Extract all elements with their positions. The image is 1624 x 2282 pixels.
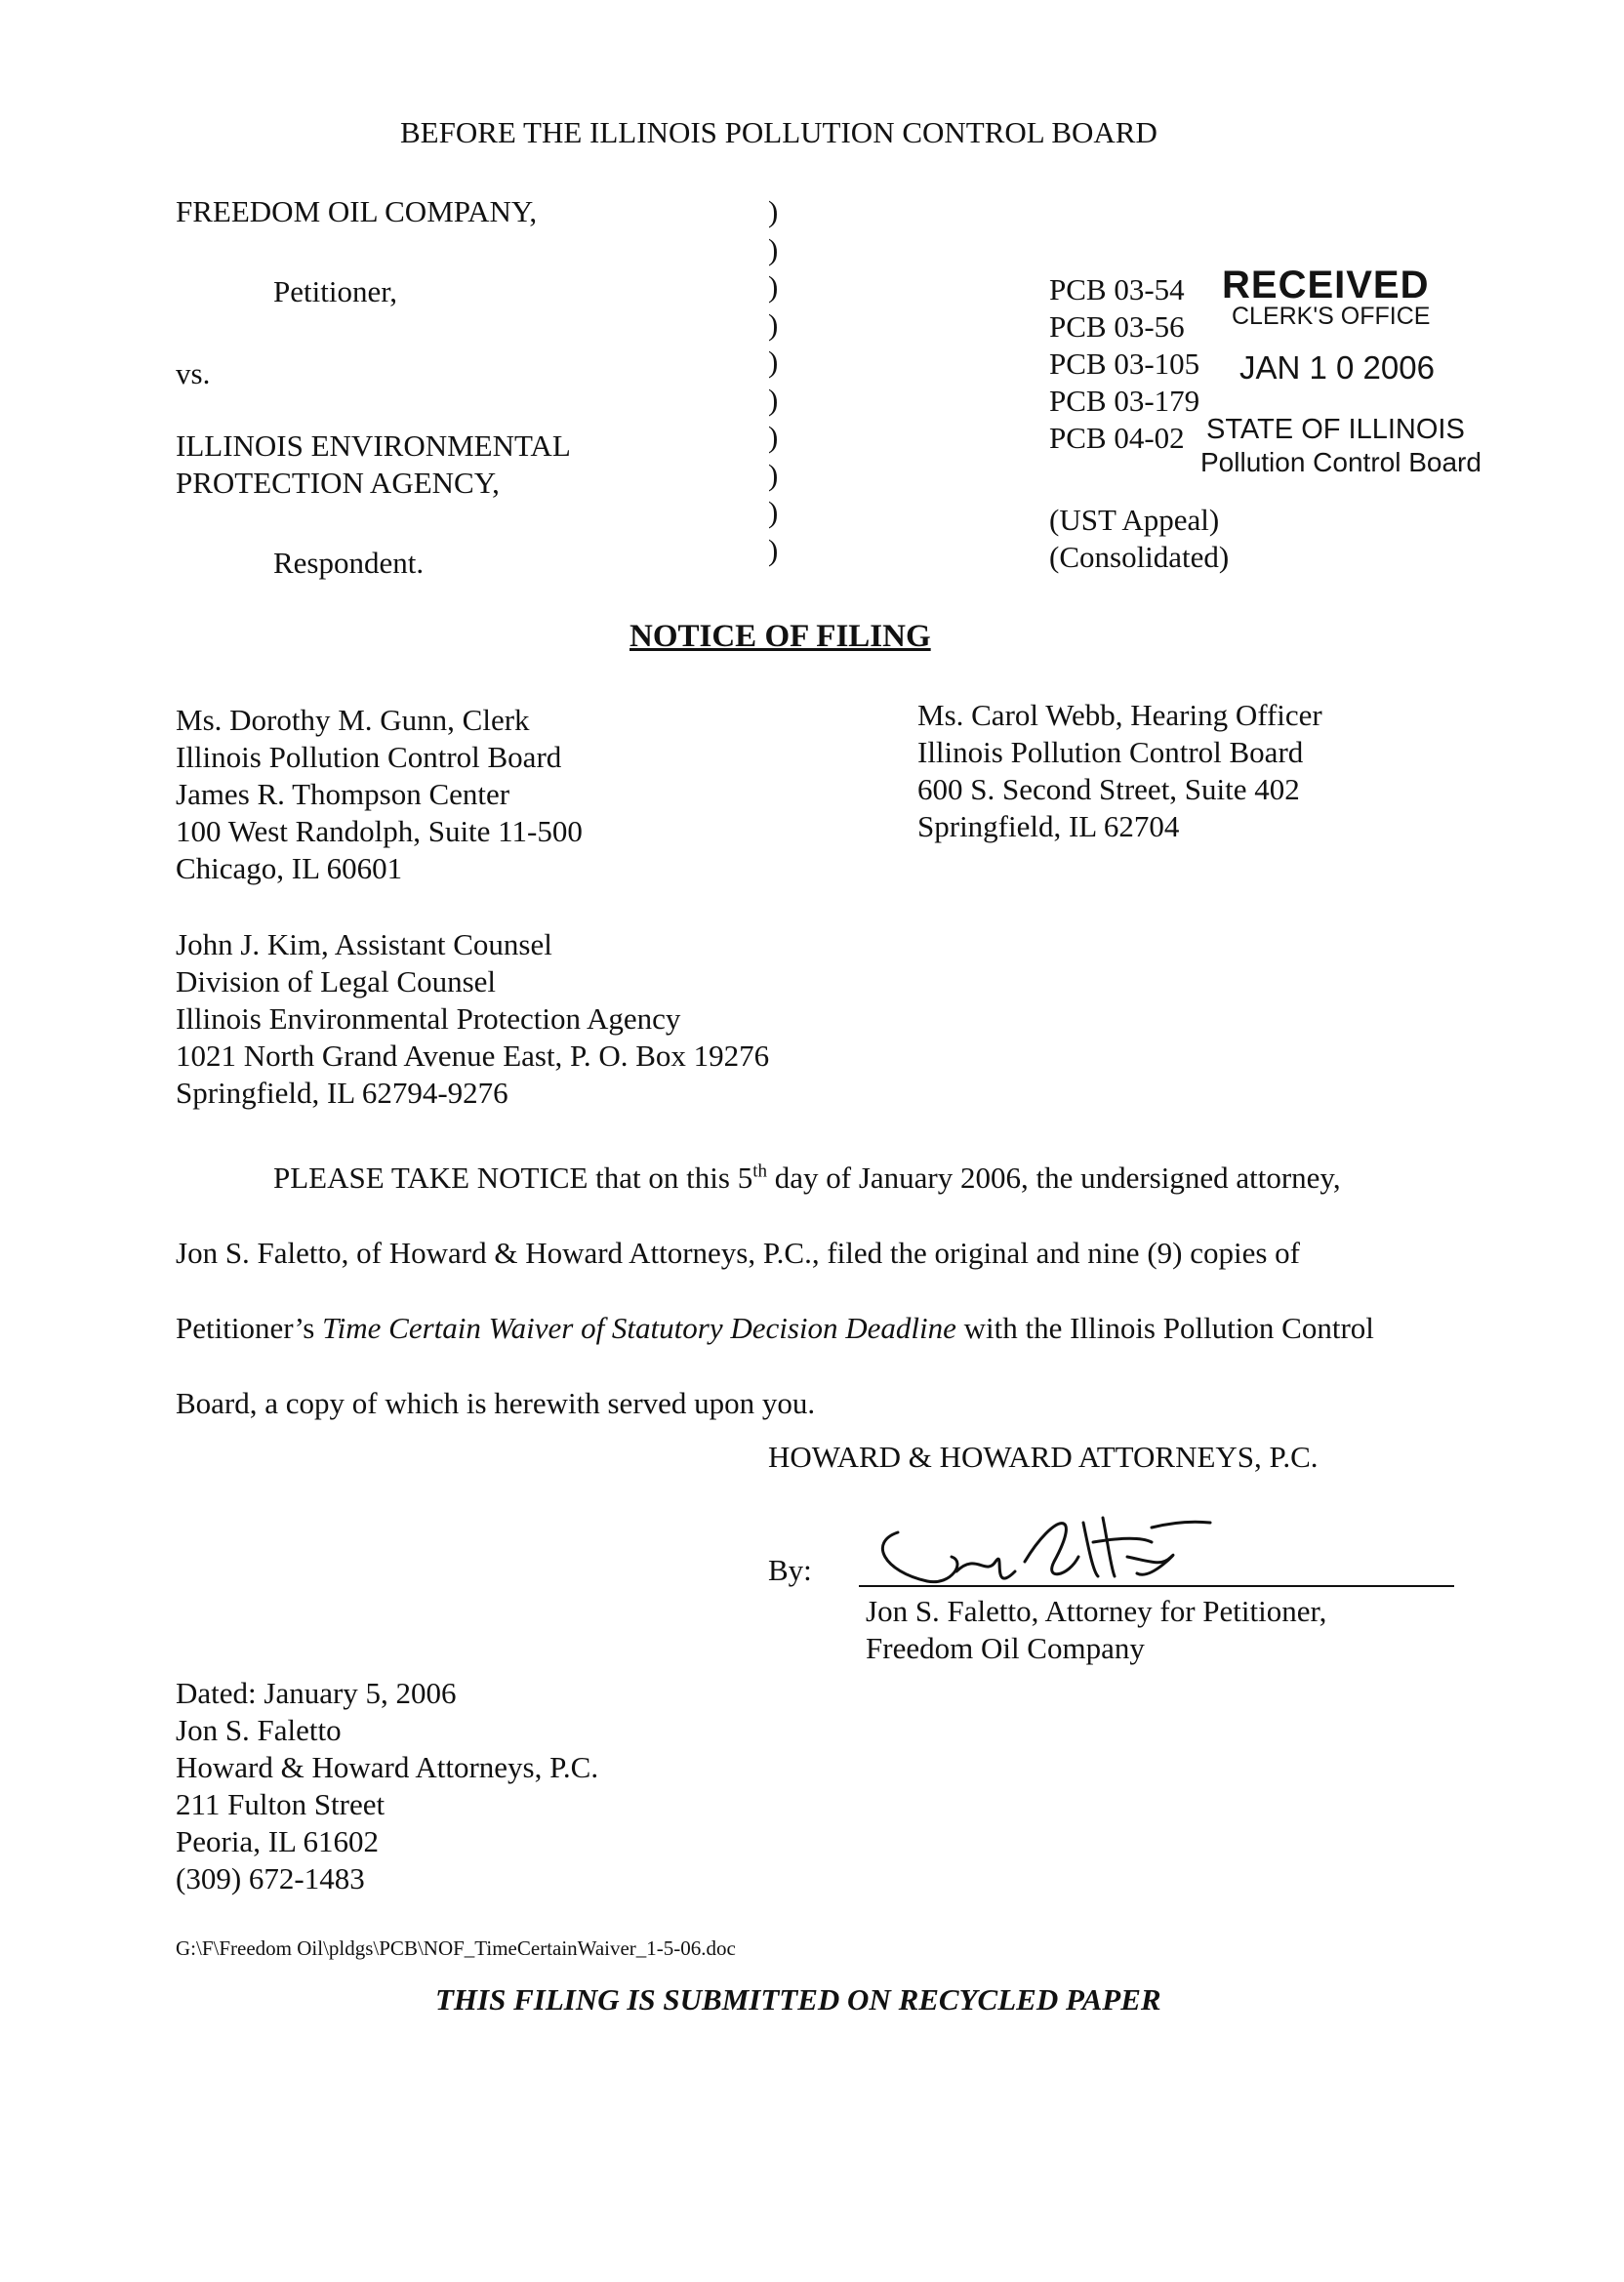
address-line: 100 West Randolph, Suite 11-500 <box>176 814 583 848</box>
dated-line: Dated: January 5, 2006 <box>176 1676 457 1710</box>
recipient-clerk <box>176 702 583 887</box>
recipient-hearing-officer <box>917 697 1322 845</box>
case-status: (Consolidated) <box>1049 540 1230 574</box>
versus-label: vs. <box>176 356 211 390</box>
signer-line-2: Freedom Oil Company <box>866 1631 1145 1665</box>
notice-line-2: Jon S. Faletto, of Howard & Howard Attorneys, P.C., filed the original and nine (9) copies of <box>176 1236 1300 1270</box>
address-line: Springfield, IL 62704 <box>917 809 1180 843</box>
address-line: Ms. Carol Webb, Hearing Officer <box>917 698 1322 732</box>
recycled-paper-footer: THIS FILING IS SUBMITTED ON RECYCLED PAPER <box>435 1982 1161 2017</box>
petitioner-name: FREEDOM OIL COMPANY, <box>176 194 538 228</box>
firm-name: HOWARD & HOWARD ATTORNEYS, P.C. <box>768 1440 1319 1474</box>
respondent-name-line-2: PROTECTION AGENCY, <box>176 466 500 500</box>
court-heading: BEFORE THE ILLINOIS POLLUTION CONTROL BOARD <box>400 115 1157 149</box>
address-line: Illinois Pollution Control Board <box>917 735 1304 769</box>
notice-line-4: Board, a copy of which is herewith served upon you. <box>176 1386 816 1420</box>
signer-line-1: Jon S. Faletto, Attorney for Petitioner, <box>866 1594 1327 1628</box>
paren: ) <box>768 231 779 266</box>
address-line: James R. Thompson Center <box>176 777 510 811</box>
address-line: Division of Legal Counsel <box>176 964 497 998</box>
stamp-date: JAN 1 0 2006 <box>1239 349 1435 386</box>
paren: ) <box>768 194 779 228</box>
notice-line-1: PLEASE TAKE NOTICE that on this 5th day of January 2006, the undersigned attorney, <box>273 1161 1341 1195</box>
paren: ) <box>768 382 779 417</box>
stamp-office: CLERK'S OFFICE <box>1232 303 1431 330</box>
handwritten-signature <box>859 1503 1230 1606</box>
stamp-received: RECEIVED <box>1222 264 1430 306</box>
address-line: John J. Kim, Assistant Counsel <box>176 927 552 961</box>
paren: ) <box>768 532 779 567</box>
address-line: Illinois Environmental Protection Agency <box>176 1001 681 1036</box>
case-numbers <box>1049 271 1199 457</box>
file-path: G:\F\Freedom Oil\pldgs\PCB\NOF_TimeCertainWaiver_1-5-06.doc <box>176 1936 736 1960</box>
address-line: 600 S. Second Street, Suite 402 <box>917 772 1300 806</box>
paren: ) <box>768 457 779 492</box>
petitioner-label: Petitioner, <box>273 274 398 308</box>
paren: ) <box>768 420 779 454</box>
dated-line: Jon S. Faletto <box>176 1713 342 1747</box>
case-number: PCB 04-02 <box>1049 421 1185 455</box>
notice-title: NOTICE OF FILING <box>629 619 931 654</box>
address-line: 1021 North Grand Avenue East, P. O. Box 19276 <box>176 1039 770 1073</box>
case-number: PCB 03-105 <box>1049 346 1200 381</box>
recipient-counsel <box>176 926 769 1112</box>
case-number: PCB 03-56 <box>1049 309 1185 344</box>
caption-parentheses <box>768 193 778 569</box>
paren: ) <box>768 269 779 304</box>
address-line: Chicago, IL 60601 <box>176 851 403 885</box>
paren: ) <box>768 306 779 342</box>
notice-line-3: Petitioner’s Time Certain Waiver of Statutory Decision Deadline with the Illinois Pollution Control <box>176 1311 1374 1345</box>
dated-line: Peoria, IL 61602 <box>176 1824 380 1858</box>
stamp-board: Pollution Control Board <box>1200 447 1482 477</box>
stamp-state: STATE OF ILLINOIS <box>1206 414 1465 445</box>
address-line: Illinois Pollution Control Board <box>176 740 562 774</box>
case-number: PCB 03-54 <box>1049 272 1185 306</box>
case-type: (UST Appeal) <box>1049 503 1220 537</box>
address-line: Ms. Dorothy M. Gunn, Clerk <box>176 703 530 737</box>
dated-line: Howard & Howard Attorneys, P.C. <box>176 1750 599 1784</box>
dated-block <box>176 1675 598 1897</box>
dated-line: (309) 672-1483 <box>176 1861 365 1895</box>
case-number: PCB 03-179 <box>1049 384 1200 418</box>
respondent-label: Respondent. <box>273 546 425 580</box>
paren: ) <box>768 495 779 529</box>
notice-paragraph <box>176 1140 1374 1441</box>
paren: ) <box>768 345 779 379</box>
address-line: Springfield, IL 62794-9276 <box>176 1076 508 1110</box>
by-label: By: <box>768 1553 812 1587</box>
respondent-name-line-1: ILLINOIS ENVIRONMENTAL <box>176 428 571 463</box>
dated-line: 211 Fulton Street <box>176 1787 386 1821</box>
